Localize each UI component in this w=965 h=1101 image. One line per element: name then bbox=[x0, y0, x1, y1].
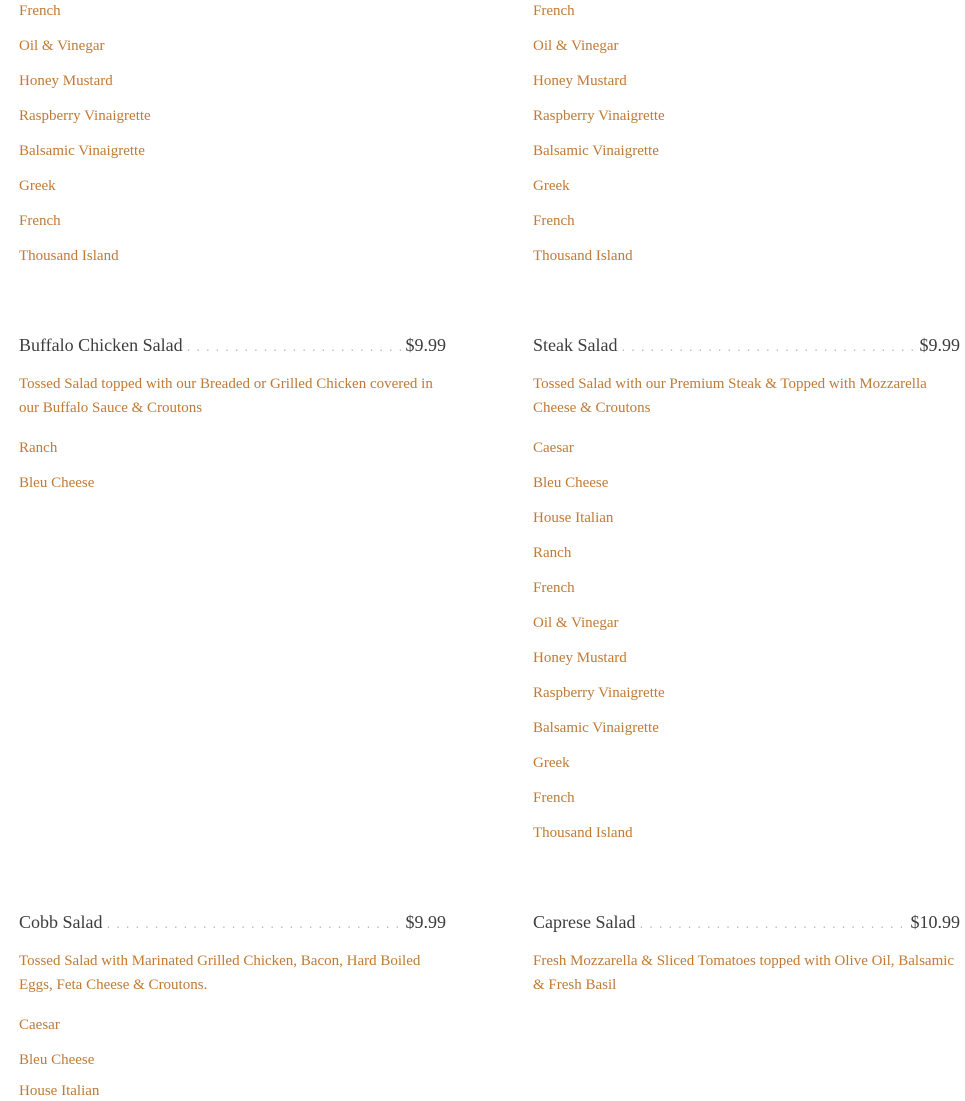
item-name: Steak Salad bbox=[533, 335, 618, 355]
dressing-option-french[interactable]: French bbox=[533, 580, 575, 596]
item-price: $10.99 bbox=[910, 912, 960, 932]
item-price: $9.99 bbox=[405, 912, 446, 932]
leader-dots bbox=[621, 340, 915, 354]
dressing-option-balsamic-vinaigrette[interactable]: Balsamic Vinaigrette bbox=[533, 143, 659, 159]
dressing-option-thousand-island[interactable]: Thousand Island bbox=[19, 248, 119, 264]
item-name: Cobb Salad bbox=[19, 912, 103, 932]
dressing-option-thousand-island[interactable]: Thousand Island bbox=[533, 825, 633, 841]
menu-item-caprese-salad bbox=[533, 912, 960, 936]
item-name: Caprese Salad bbox=[533, 912, 636, 932]
dressing-option-oil-vinegar[interactable]: Oil & Vinegar bbox=[533, 38, 619, 54]
dressing-option-raspberry-vinaigrette[interactable]: Raspberry Vinaigrette bbox=[533, 108, 665, 124]
dressing-option-balsamic-vinaigrette[interactable]: Balsamic Vinaigrette bbox=[19, 143, 145, 159]
dressing-option-caesar[interactable]: Caesar bbox=[533, 440, 574, 456]
dressing-option-honey-mustard[interactable]: Honey Mustard bbox=[533, 73, 627, 89]
menu-item-buffalo-chicken-salad bbox=[19, 335, 446, 359]
leader-dots bbox=[107, 917, 402, 931]
dressing-option-thousand-island[interactable]: Thousand Island bbox=[533, 248, 633, 264]
item-description: Tossed Salad with our Premium Steak & Topped with Mozzarella Cheese & Croutons bbox=[533, 376, 927, 416]
menu-item-cobb-salad bbox=[19, 912, 446, 936]
dressing-option-bleu-cheese[interactable]: Bleu Cheese bbox=[19, 1052, 95, 1068]
dressing-option-house-italian[interactable]: House Italian bbox=[533, 510, 614, 526]
item-price: $9.99 bbox=[919, 335, 960, 355]
dressing-option-greek[interactable]: Greek bbox=[19, 178, 56, 194]
dressing-option-house-italian[interactable]: House Italian bbox=[19, 1083, 100, 1099]
dressing-option-bleu-cheese[interactable]: Bleu Cheese bbox=[533, 475, 609, 491]
dressing-option-ranch[interactable]: Ranch bbox=[19, 440, 58, 456]
dressing-option-oil-vinegar[interactable]: Oil & Vinegar bbox=[19, 38, 105, 54]
dressing-option-french[interactable]: French bbox=[533, 213, 575, 229]
dressing-option-bleu-cheese[interactable]: Bleu Cheese bbox=[19, 475, 95, 491]
dressing-option-honey-mustard[interactable]: Honey Mustard bbox=[19, 73, 113, 89]
menu-item-steak-salad bbox=[533, 335, 960, 359]
dressing-option-french[interactable]: French bbox=[533, 790, 575, 806]
dressing-option-raspberry-vinaigrette[interactable]: Raspberry Vinaigrette bbox=[19, 108, 151, 124]
item-price: $9.99 bbox=[405, 335, 446, 355]
leader-dots bbox=[639, 917, 906, 931]
item-description: Tossed Salad with Marinated Grilled Chicken, Bacon, Hard Boiled Eggs, Feta Cheese & Croutons. bbox=[19, 953, 421, 993]
item-name: Buffalo Chicken Salad bbox=[19, 335, 183, 355]
leader-dots bbox=[187, 340, 402, 354]
dressing-option-french[interactable]: French bbox=[19, 213, 61, 229]
dressing-option-caesar[interactable]: Caesar bbox=[19, 1017, 60, 1033]
dressing-option-french[interactable]: French bbox=[533, 3, 575, 19]
dressing-option-ranch[interactable]: Ranch bbox=[533, 545, 572, 561]
dressing-option-oil-vinegar[interactable]: Oil & Vinegar bbox=[533, 615, 619, 631]
item-description: Tossed Salad topped with our Breaded or Grilled Chicken covered in our Buffalo Sauce & Croutons bbox=[19, 376, 433, 416]
dressing-option-greek[interactable]: Greek bbox=[533, 178, 570, 194]
dressing-option-greek[interactable]: Greek bbox=[533, 755, 570, 771]
dressing-option-honey-mustard[interactable]: Honey Mustard bbox=[533, 650, 627, 666]
item-description: Fresh Mozzarella & Sliced Tomatoes topped with Olive Oil, Balsamic & Fresh Basil bbox=[533, 953, 955, 993]
dressing-option-raspberry-vinaigrette[interactable]: Raspberry Vinaigrette bbox=[533, 685, 665, 701]
dressing-option-balsamic-vinaigrette[interactable]: Balsamic Vinaigrette bbox=[533, 720, 659, 736]
dressing-option-french[interactable]: French bbox=[19, 3, 61, 19]
